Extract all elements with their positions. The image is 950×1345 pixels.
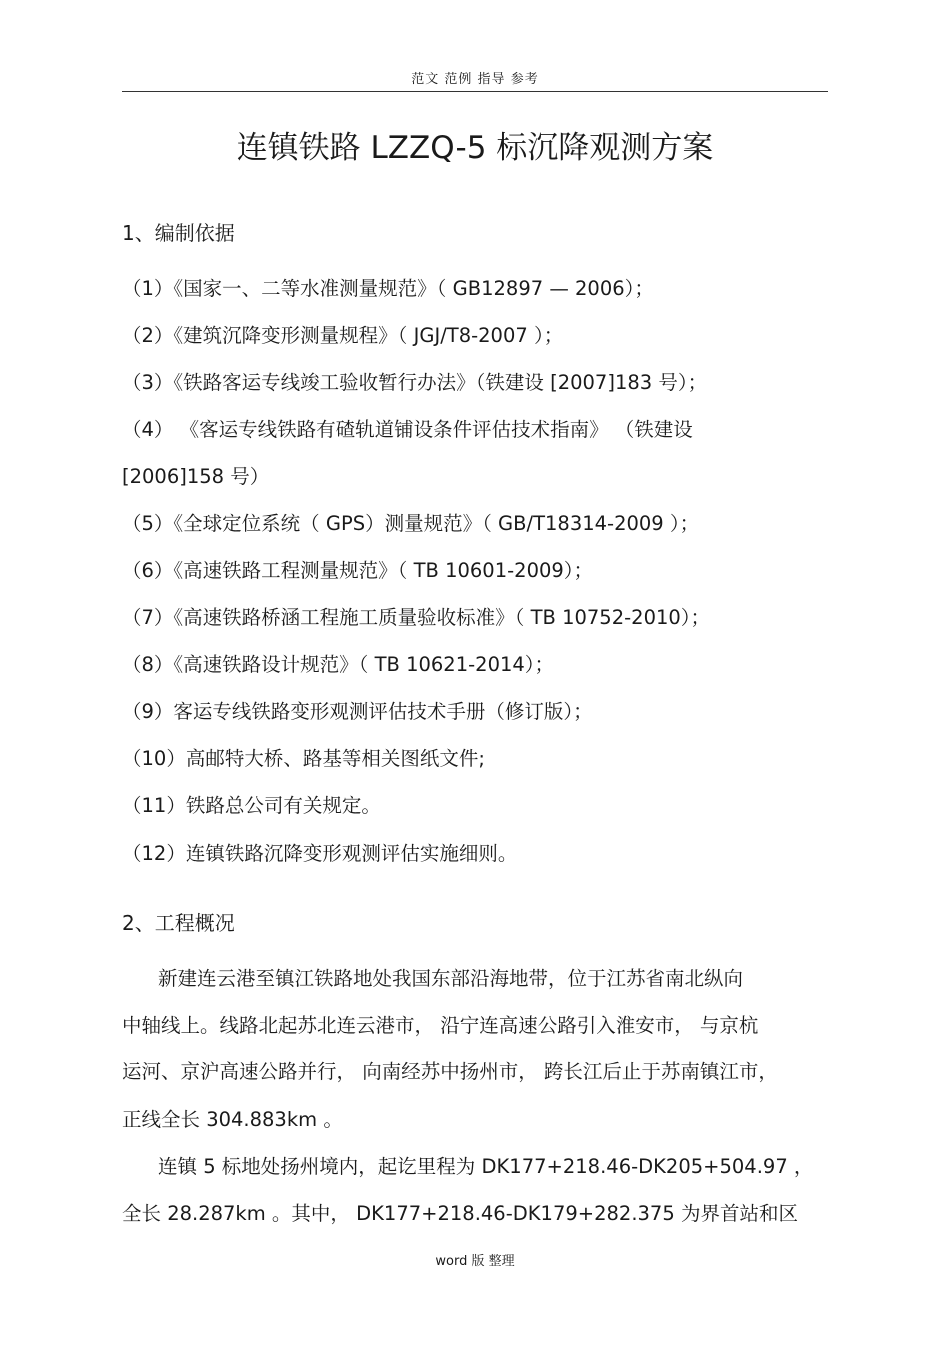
reference-item-continuation: [2006]158 号） xyxy=(122,465,270,488)
reference-item: （7）《高速铁路桥涵工程施工质量验收标准》（ TB 10752-2010）； xyxy=(122,606,711,629)
reference-item: （5）《全球定位系统（ GPS）测量规范》（ GB/T18314-2009 ）； xyxy=(122,512,700,535)
header-divider xyxy=(122,91,828,92)
document-title: 连镇铁路 LZZQ-5 标沉降观测方案 xyxy=(236,130,714,166)
reference-item: （10）高邮特大桥、路基等相关图纸文件; xyxy=(122,747,485,770)
reference-item: （4） 《客运专线铁路有碴轨道铺设条件评估技术指南》 （铁建设 xyxy=(122,418,693,441)
reference-item: （3）《铁路客运专线竣工验收暂行办法》（铁建设 [2007]183 号）； xyxy=(122,371,708,394)
paragraph-line: 正线全长 304.883km 。 xyxy=(122,1108,343,1131)
reference-item: （1）《国家一、二等水准测量规范》（ GB12897 — 2006）； xyxy=(122,277,654,300)
paragraph-line: 新建连云港至镇江铁路地处我国东部沿海地带，位于江苏省南北纵向 xyxy=(158,967,744,990)
page-footer: word 版 整理 xyxy=(435,1254,515,1269)
paragraph-line: 运河、京沪高速公路并行， 向南经苏中扬州市， 跨长江后止于苏南镇江市， xyxy=(122,1060,778,1083)
reference-item: （9）客运专线铁路变形观测评估技术手册（修订版）； xyxy=(122,700,593,723)
paragraph-line: 连镇 5 标地处扬州境内，起讫里程为 DK177+218.46-DK205+504.97 ， xyxy=(158,1155,814,1178)
reference-item: （6）《高速铁路工程测量规范》（ TB 10601-2009）； xyxy=(122,559,594,582)
paragraph-line: 中轴线上。线路北起苏北连云港市， 沿宁连高速公路引入淮安市， 与京杭 xyxy=(122,1014,759,1037)
section-heading-2: 2、工程概况 xyxy=(122,911,235,935)
reference-item: （11）铁路总公司有关规定。 xyxy=(122,794,381,817)
reference-item: （8）《高速铁路设计规范》（ TB 10621-2014）； xyxy=(122,653,555,676)
section-heading-1: 1、编制依据 xyxy=(122,221,235,245)
reference-item: （12）连镇铁路沉降变形观测评估实施细则。 xyxy=(122,842,518,865)
paragraph-line: 全长 28.287km 。其中， DK177+218.46-DK179+282.375 为界首站和区 xyxy=(122,1202,798,1225)
page-header: 范文 范例 指导 参考 xyxy=(411,72,539,87)
reference-item: （2）《建筑沉降变形测量规程》（ JGJ/T8-2007 ）； xyxy=(122,324,564,347)
